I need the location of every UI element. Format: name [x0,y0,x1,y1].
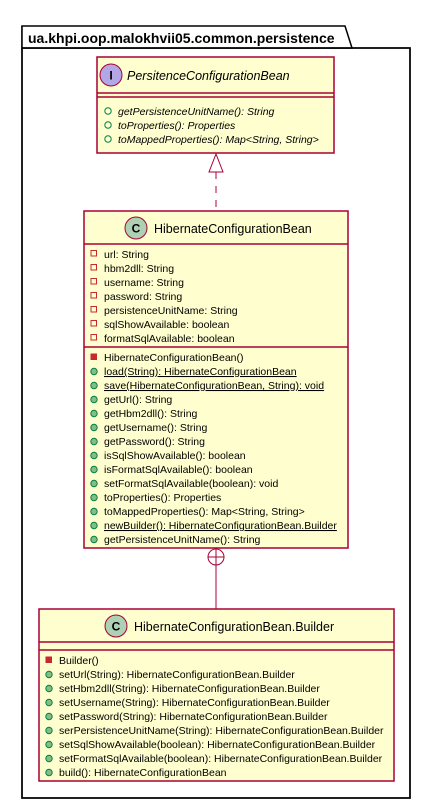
method-row [91,520,338,532]
method-row [46,753,383,765]
method: build(): HibernateConfigurationBean [59,767,227,779]
method: isFormatSqlAvailable(): boolean [104,464,253,476]
method: isSqlShowAvailable(): boolean [104,450,246,462]
public-marker-icon [91,508,97,514]
interface-method-row [105,120,236,132]
field: password: String [104,291,183,303]
public-marker-icon [46,769,52,775]
method: setFormatSqlAvailable(boolean): void [104,478,279,490]
method-row [91,534,261,546]
field-row [91,305,238,317]
interface-persitence-configuration-bean[interactable] [97,57,334,153]
interface-method: getPersistenceUnitName(): String [118,106,275,118]
public-marker-icon [91,452,97,458]
field: username: String [104,277,184,289]
method-row [46,683,321,695]
field-row [91,291,182,303]
method: setPassword(String): HibernateConfigurationBean.Builder [59,711,328,723]
method: HibernateConfigurationBean() [104,352,244,364]
public-marker-icon [46,699,52,705]
method-row [91,450,246,462]
method-row [91,506,305,518]
method-row [46,767,227,779]
method-row [91,478,279,490]
realization-arrow [209,154,223,211]
method: toMappedProperties(): Map<String, String> [104,506,305,518]
field: formatSqlAvailable: boolean [104,333,235,345]
class-hibernate-configuration-bean[interactable] [84,211,348,548]
public-marker-icon [91,522,97,528]
method-row [91,380,324,392]
method: getPersistenceUnitName(): String [104,534,261,546]
method-row [46,725,384,737]
method: toProperties(): Properties [104,492,222,504]
method: getUrl(): String [104,394,173,406]
class-name: HibernateConfigurationBean [154,222,312,236]
class-hibernate-configuration-bean-builder[interactable] [39,609,394,781]
method: setUrl(String): HibernateConfigurationBean.Builder [59,669,295,681]
method: setSqlShowAvailable(boolean): HibernateConfigurationBean.Builder [59,739,376,751]
interface-method-row [105,106,275,118]
field-row [91,319,229,331]
public-marker-icon [91,368,97,374]
method: Builder() [59,655,99,667]
method: setHbm2dll(String): HibernateConfigurationBean.Builder [59,683,320,695]
method-row [46,669,295,681]
method: getUsername(): String [104,422,208,434]
method-row [91,492,221,504]
public-marker-icon [46,685,52,691]
class-name: HibernateConfigurationBean.Builder [134,620,335,634]
public-marker-icon [46,755,52,761]
field-row [91,333,235,345]
static-method: load(String): HibernateConfigurationBean [104,366,297,378]
public-marker-icon [46,727,52,733]
public-marker-icon [46,671,52,677]
field: url: String [104,249,149,261]
public-marker-icon [91,410,97,416]
public-marker-icon [46,713,52,719]
method: getPassword(): String [104,436,205,448]
interface-method: toMappedProperties(): Map<String, String> [118,134,319,146]
static-method: save(HibernateConfigurationBean, String): void [104,380,325,392]
public-marker-icon [91,382,97,388]
method: getHbm2dll(): String [104,408,198,420]
field: hbm2dll: String [104,263,175,275]
method: serPersistenceUnitName(String): HibernateConfigurationBean.Builder [59,725,384,737]
method-row [91,436,205,448]
field-row [91,263,174,275]
private-marker-icon [46,657,52,663]
method-row [91,464,253,476]
public-marker-icon [46,741,52,747]
interface-name: PersitenceConfigurationBean [127,69,290,83]
static-method: newBuilder(): HibernateConfigurationBean.Builder [104,520,337,532]
public-marker-icon [91,424,97,430]
method-row [91,352,244,364]
public-marker-icon [91,494,97,500]
method-row [46,739,376,751]
field: persistenceUnitName: String [104,305,238,317]
public-marker-icon [91,438,97,444]
public-marker-icon [91,480,97,486]
public-marker-icon [91,536,97,542]
method-row [91,366,297,378]
method-row [46,711,328,723]
class-badge-letter: C [111,619,121,634]
field-row [91,277,184,289]
interface-badge-letter: I [109,68,113,83]
field: sqlShowAvailable: boolean [104,319,230,331]
class-badge-letter: C [131,221,141,236]
method: setFormatSqlAvailable(boolean): HibernateConfigurationBean.Builder [59,753,383,765]
method-row [91,394,173,406]
interface-method: toProperties(): Properties [118,120,236,132]
private-marker-icon [91,354,97,360]
interface-method-row [105,134,319,146]
public-marker-icon [91,466,97,472]
method-row [91,408,198,420]
package-name: ua.khpi.oop.malokhvii05.common.persistence [28,30,335,46]
method-row [46,697,331,709]
public-marker-icon [91,396,97,402]
method-row [91,422,208,434]
nested-class-connector [208,549,224,609]
method: setUsername(String): HibernateConfigurationBean.Builder [59,697,330,709]
